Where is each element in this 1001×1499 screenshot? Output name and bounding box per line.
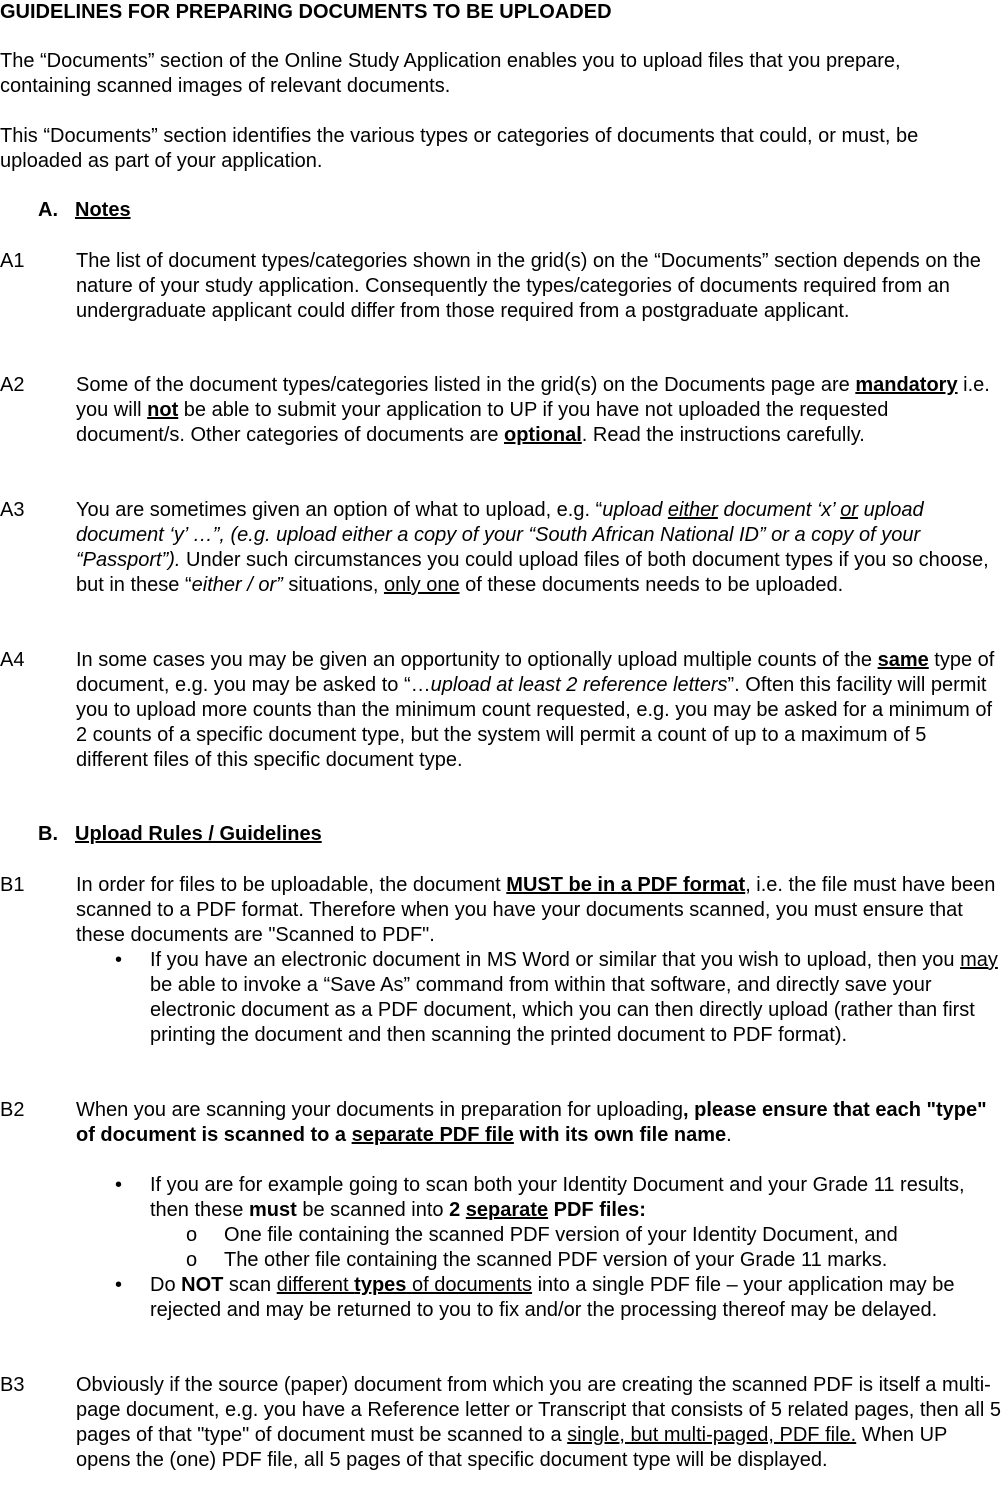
note-a4 bbox=[0, 648, 1001, 773]
rule-b2-bullet-1: • If you are for example going to scan both your Identity Document and your Grade 11 results, then these must be scanned into 2 separate PDF files: o One file containing the scanned PDF version of your Identity Document, and o The other file containing the scanned PDF version of your Grade 11 marks. bbox=[150, 1173, 1001, 1273]
rule-b3-text: Obviously if the source (paper) document from which you are creating the scanned PDF is itself a multi-page document, e.g. you have a Reference letter or Transcript that consists of 5 related pages, then all 5 pages of that "type" of document must be scanned to a single, but multi-paged, PDF file. When UP opens the (one) PDF file, all 5 pages of that specific document type will be displayed. bbox=[76, 1374, 1001, 1471]
section-b-heading bbox=[38, 822, 322, 847]
note-a1-text: The list of document types/categories shown in the grid(s) on the “Documents” section depends on the nature of your study application. Consequently the types/categories of documents required from an undergraduate applicant could differ from those required from a postgraduate applicant. bbox=[76, 250, 981, 322]
section-b-title: Upload Rules / Guidelines bbox=[75, 823, 322, 845]
mandatory-emphasis: mandatory bbox=[855, 374, 958, 396]
not-emphasis: not bbox=[147, 399, 179, 421]
rule-b1-text: In order for files to be uploadable, the document MUST be in a PDF format, i.e. the file must have been scanned to a PDF format. Therefore when you have your documents scanned, you must ensure that these documents are "Scanned to PDF". • If you have an electronic document in MS Word or similar that you wish to upload, then you may be able to invoke a “Save As” command from within that software, and directly save your electronic document as a PDF document, which you can then directly upload (rather than first printing the document and then scanning the printed document to PDF format). bbox=[76, 873, 1001, 1048]
section-a-title: Notes bbox=[75, 199, 131, 221]
rule-b2-number: B2 bbox=[0, 1099, 25, 1121]
bullet-glyph: • bbox=[115, 1174, 123, 1196]
separate-pdf-emphasis: separate PDF file bbox=[351, 1124, 514, 1146]
note-a2 bbox=[0, 373, 1001, 448]
may-emphasis: may bbox=[960, 949, 998, 971]
sub-bullet-glyph: o bbox=[186, 1224, 198, 1246]
rule-b1-number: B1 bbox=[0, 874, 25, 896]
section-b-letter: B. bbox=[38, 823, 58, 845]
note-a2-text: Some of the document types/categories listed in the grid(s) on the Documents page are mandatory i.e. you will not be able to submit your application to UP if you have not uploaded the requested document/s. Other categories of documents are optional. Read the instructions carefully. bbox=[76, 374, 990, 446]
sub-bullet-2: o The other file containing the scanned PDF version of your Grade 11 marks. bbox=[186, 1249, 888, 1271]
rule-b2-text: When you are scanning your documents in preparation for uploading, please ensure that each "type" of document is scanned to a separate PDF file with its own file name. • If you are for example going to scan both your Identity Document and your Grade 11 results, then these must be scanned into 2 separate PDF files: o One file containing the scanned PDF version of your Identity Document, and o The other file containing the scanned PDF version of your Grade 11 marks. • Do NOT scan different types of documents into a single PDF file – your application may be rejected and may be returned to you to fix and/or the processing thereof may be delayed. bbox=[76, 1098, 1001, 1323]
or-emphasis: or bbox=[840, 499, 859, 521]
only-one-emphasis: only one bbox=[383, 574, 460, 596]
sub-bullet-1: o One file containing the scanned PDF version of your Identity Document, and bbox=[186, 1224, 898, 1246]
rule-b1 bbox=[0, 873, 1001, 1048]
note-a1 bbox=[0, 249, 1001, 324]
pdf-format-emphasis: MUST be in a PDF format bbox=[506, 874, 746, 896]
rule-b2-bullet-2: • Do NOT scan different types of documents into a single PDF file – your application may be rejected and may be returned to you to fix and/or the processing thereof may be delayed. bbox=[150, 1273, 1001, 1323]
optional-emphasis: optional bbox=[504, 424, 582, 446]
note-a4-text: In some cases you may be given an opportunity to optionally upload multiple counts of the same type of document, e.g. you may be asked to “…upload at least 2 reference letters”. Often this facility will permit you to upload more counts than the minimum count requested, e.g. you may be asked for a minimum of 2 counts of a specific document type, but the system will permit a count of up to a maximum of 5 different files of this specific document type. bbox=[76, 649, 995, 771]
single-pdf-emphasis: single, but multi-paged, PDF file. bbox=[567, 1424, 857, 1446]
note-a3 bbox=[0, 498, 1001, 598]
same-emphasis: same bbox=[877, 649, 929, 671]
section-a-letter: A. bbox=[38, 199, 58, 221]
document-title: GUIDELINES FOR PREPARING DOCUMENTS TO BE UPLOADED bbox=[0, 1, 612, 23]
rule-b1-bullet: • If you have an electronic document in MS Word or similar that you wish to upload, then you may be able to invoke a “Save As” command from within that software, and directly save your electronic document as a PDF document, which you can then directly upload (rather than first printing the document and then scanning the printed document to PDF format). bbox=[150, 948, 1001, 1048]
rule-b2 bbox=[0, 1098, 1001, 1323]
note-a3-text: You are sometimes given an option of what to upload, e.g. “upload either document ‘x’ or upload document ‘y’ …”, (e.g. upload either a copy of your “South African National ID” or a copy of your “Passport”). Under such circumstances you could upload files of both document types if you so choose, but in these “either / or” situations, only one of these documents needs to be uploaded. bbox=[76, 499, 989, 596]
sub-bullet-glyph: o bbox=[186, 1249, 198, 1271]
bullet-glyph: • bbox=[115, 1274, 123, 1296]
intro-paragraph-1: The “Documents” section of the Online Study Application enables you to upload files that you prepare, containing scanned images of relevant documents. bbox=[0, 50, 901, 97]
section-a-heading bbox=[38, 198, 131, 223]
note-a1-number: A1 bbox=[0, 250, 25, 272]
note-a2-number: A2 bbox=[0, 374, 25, 396]
note-a3-number: A3 bbox=[0, 499, 25, 521]
intro-paragraph-2: This “Documents” section identifies the various types or categories of documents that could, or must, be uploaded as part of your application. bbox=[0, 125, 919, 172]
bullet-glyph: • bbox=[115, 949, 123, 971]
either-emphasis: either bbox=[667, 499, 718, 521]
note-a4-number: A4 bbox=[0, 649, 25, 671]
rule-b3-number: B3 bbox=[0, 1374, 25, 1396]
rule-b3 bbox=[0, 1373, 1001, 1473]
